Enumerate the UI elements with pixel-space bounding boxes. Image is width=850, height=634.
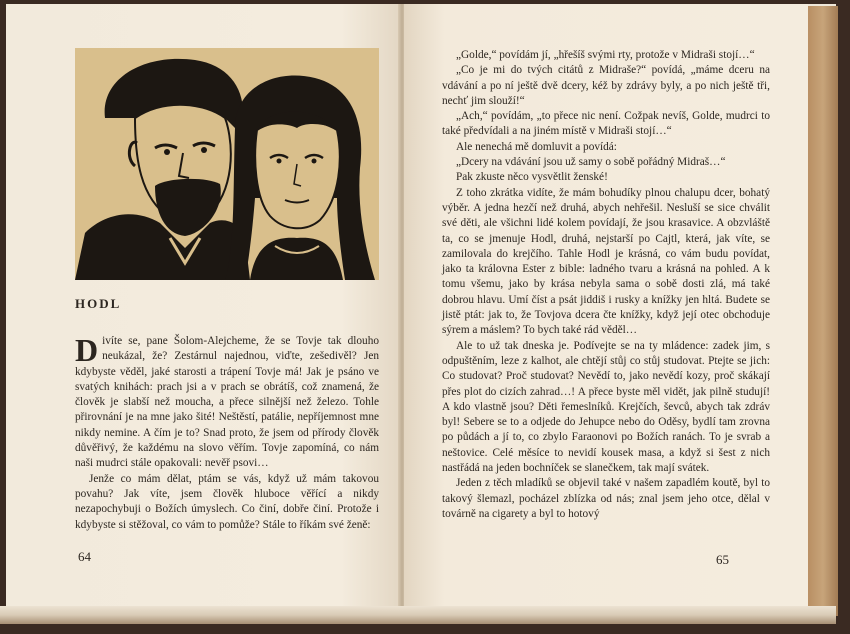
paragraph-text: ivíte se, pane Šolom-Alejcheme, že se Tovje tak dlouho neukázal, že? Zestárnul najednou, viďte, zešedivěl? Jen kdybyste věděl, jaké starosti a trápení Tovje má! Jak je psáno ve svatých knihách: prach jsi a v prach se obrátíš, což znamená, že člověk je slabší než moucha, a přece silnější než železo. Tohle přirovnání je na mne jako šité! Neštěstí, patálie, nepříjemnost mne nikdy nemine. A čím je to? Snad proto, že jsem od přírody člověk důvěřivý, že každému na slovo věřím. Tovje zapomíná, co nám naši mudrci stále opakovali: nevěř psovi…: [75, 335, 379, 470]
paragraph: Jenže co mám dělat, ptám se vás, když už mám takovou povahu? Jak víte, jsem člověk hluboce věřící a nikdy nezapochybuji o Božích úmyslech. Co činí, dobře činí. Protože i kdybyste si stěžoval, co vám to pomůže? Stále to říkám své ženě:: [75, 472, 379, 531]
paragraph: Ale nenechá mě domluvit a povídá:: [456, 140, 617, 153]
paragraph: „Ach,“ povídám, „to přece nic není. Cožpak nevíš, Golde, mudrci to také předvídali a na jiném místě v Midraši stojí…“: [442, 110, 770, 138]
book-edge: [808, 6, 838, 616]
left-text-block: [75, 334, 379, 533]
paragraph: „Co je mi do tvých citátů z Midraše?“ povídá, „máme dceru na vdávání a po ní ještě dvě dcery, kéž by zdrávy byly, a po nich ještě tři, nechť jim slouží!“: [442, 64, 770, 107]
page-number: 65: [716, 552, 729, 567]
drop-cap: D: [75, 332, 99, 368]
paragraph: „Golde,“ povídám jí, „hřešíš svými rty, protože v Midraši stojí…“: [456, 49, 755, 61]
paragraph: Pak zkuste něco vysvětlit ženské!: [456, 171, 608, 184]
paragraph: Z toho zkrátka vidíte, že mám bohudíky plnou chalupu dcer, bohatý výběr. A jedna hezčí než druhá, abych nehřešil. Nesluší se sice chválit své děti, ale všichni lidé kolem povídají, že jsou krasavice. A obzvláště ta, co se jmenuje Hodl, druhá, nejstarší po Cajtl, která, jak víte, se zamilovala do krejčího. Tahle Hodl je krásná, co vám budu povídat, jako ta královna Ester z bible: ladného tvaru a krásná na pohled. A k tomu všemu, jako by krása nebyla sama o sobě dosti zlá, má také dobrou hlavu. Umí číst a psát jiddiš i rusky a knížky jen hltá. Budete se jistě ptát: jak to, že Tovjova dcera čte knížky, když její otec obchoduje sýrem a máslem? To bych také rád věděl…: [442, 186, 770, 337]
portrait-drawing: [75, 48, 379, 280]
page-bottom-edge: [0, 606, 836, 624]
paragraph: „Dcery na vdávání jsou už samy o sobě pořádný Midraš…“: [456, 156, 726, 169]
book-spread: [6, 4, 836, 618]
right-text-block: [442, 48, 770, 522]
right-page: [404, 4, 808, 612]
paragraph: Jeden z těch mladíků se objevil také v našem zapadlém koutě, byl to takový šlemazl, pocházel zblízka od nás; znal jsem jeho otce, dělal v továrně na cigarety a byl to hotový: [442, 477, 770, 520]
chapter-heading: HODL: [75, 296, 122, 311]
portrait-illustration: [75, 48, 379, 280]
page-number: 64: [78, 549, 91, 564]
paragraph: [75, 334, 379, 472]
left-page: [6, 4, 400, 612]
paragraph: Ale to už tak dneska je. Podívejte se na ty mládence: zadek jim, s odpuštěním, leze z kalhot, ale chtějí stůj co stůj studovat. Ptejte se jich: Co studovat? Proč studovat? Nevědí to, jako nevědí kozy, proč skákají přes plot do cizích zahrad…! A přece byste měl vidět, jak pilně studují! A kdo vlastně jsou? Děti řemeslníků. Krejčích, ševců, abych tak zdráv byl! Sebere se to a odjede do Jehupce nebo do Oděsy, bydlí tam zrovna po půdách a jí to, co zbylo Faraonovi po Božích ranách. To je svrab a neštovice. Celé měsíce to nevidí kousek masa, a když si šest z nich nastřádá na jeden bochníček se slanečkem, tak mají svátek.: [442, 339, 770, 475]
